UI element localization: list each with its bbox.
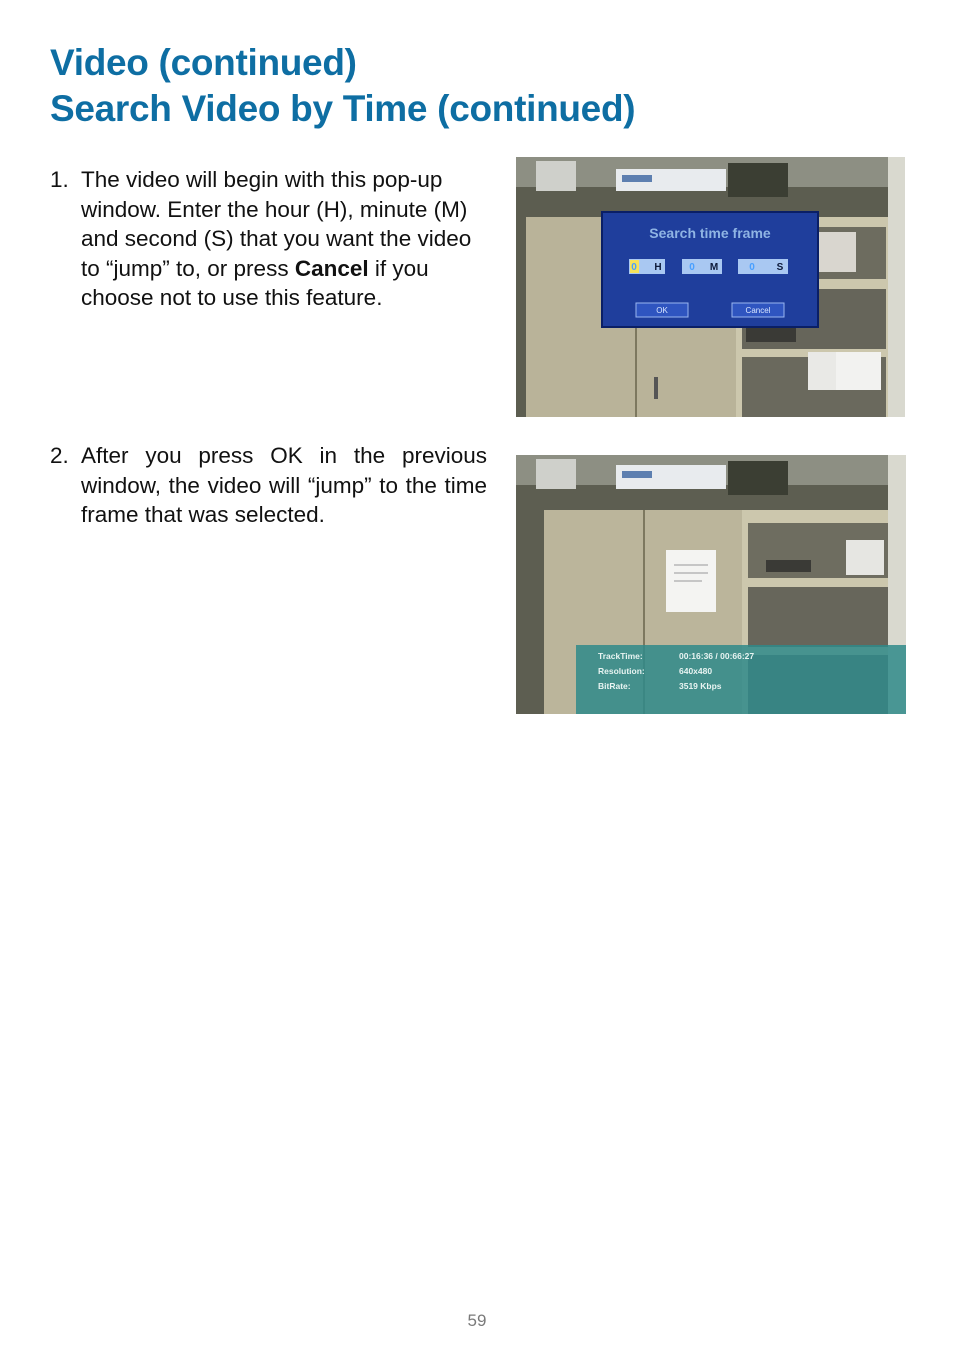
cancel-keyword: Cancel [294, 255, 369, 281]
resolution-label: Resolution: [598, 666, 645, 676]
second-field: 0 [749, 262, 755, 273]
step-number: 2. [50, 443, 69, 468]
resolution-value: 640x480 [679, 666, 713, 676]
title-line-1: Video (continued) [50, 42, 357, 83]
video-frame-1 [516, 157, 905, 417]
tracktime-value: 00:16:36 / 00:66:27 [679, 651, 755, 661]
screenshot-search-dialog [516, 157, 905, 417]
video-frame-2 [516, 455, 906, 714]
step-number: 1. [50, 167, 69, 192]
screenshot-video-jumped [516, 455, 906, 714]
tracktime-label: TrackTime: [598, 651, 643, 661]
second-unit: S [776, 262, 784, 273]
minute-unit: M [709, 262, 719, 273]
cancel-button-label: Cancel [745, 306, 771, 315]
step-text-part: The video will begin with this pop-up window. Enter the hour (H), minute (M) and second (S) that you want the video to “jump” to, or press [81, 167, 472, 281]
step-text [81, 165, 487, 313]
hour-unit: H [654, 262, 662, 273]
minute-field: 0 [689, 262, 695, 273]
step-2 [50, 441, 487, 530]
step-1 [50, 165, 487, 313]
title-line-2: Search Video by Time (continued) [50, 88, 636, 129]
step-text-part: if you choose not to use this feature. [81, 255, 429, 311]
hour-field: 0 [631, 262, 637, 273]
bitrate-label: BitRate: [598, 681, 631, 691]
page-number: 59 [467, 1311, 487, 1330]
ok-button-label: OK [656, 306, 668, 315]
step-text: After you press OK in the previous window, the video will “jump” to the time frame that was selected. [81, 443, 487, 528]
dialog-title: Search time frame [649, 225, 771, 241]
bitrate-value: 3519 Kbps [679, 681, 722, 691]
page-title [50, 40, 635, 132]
